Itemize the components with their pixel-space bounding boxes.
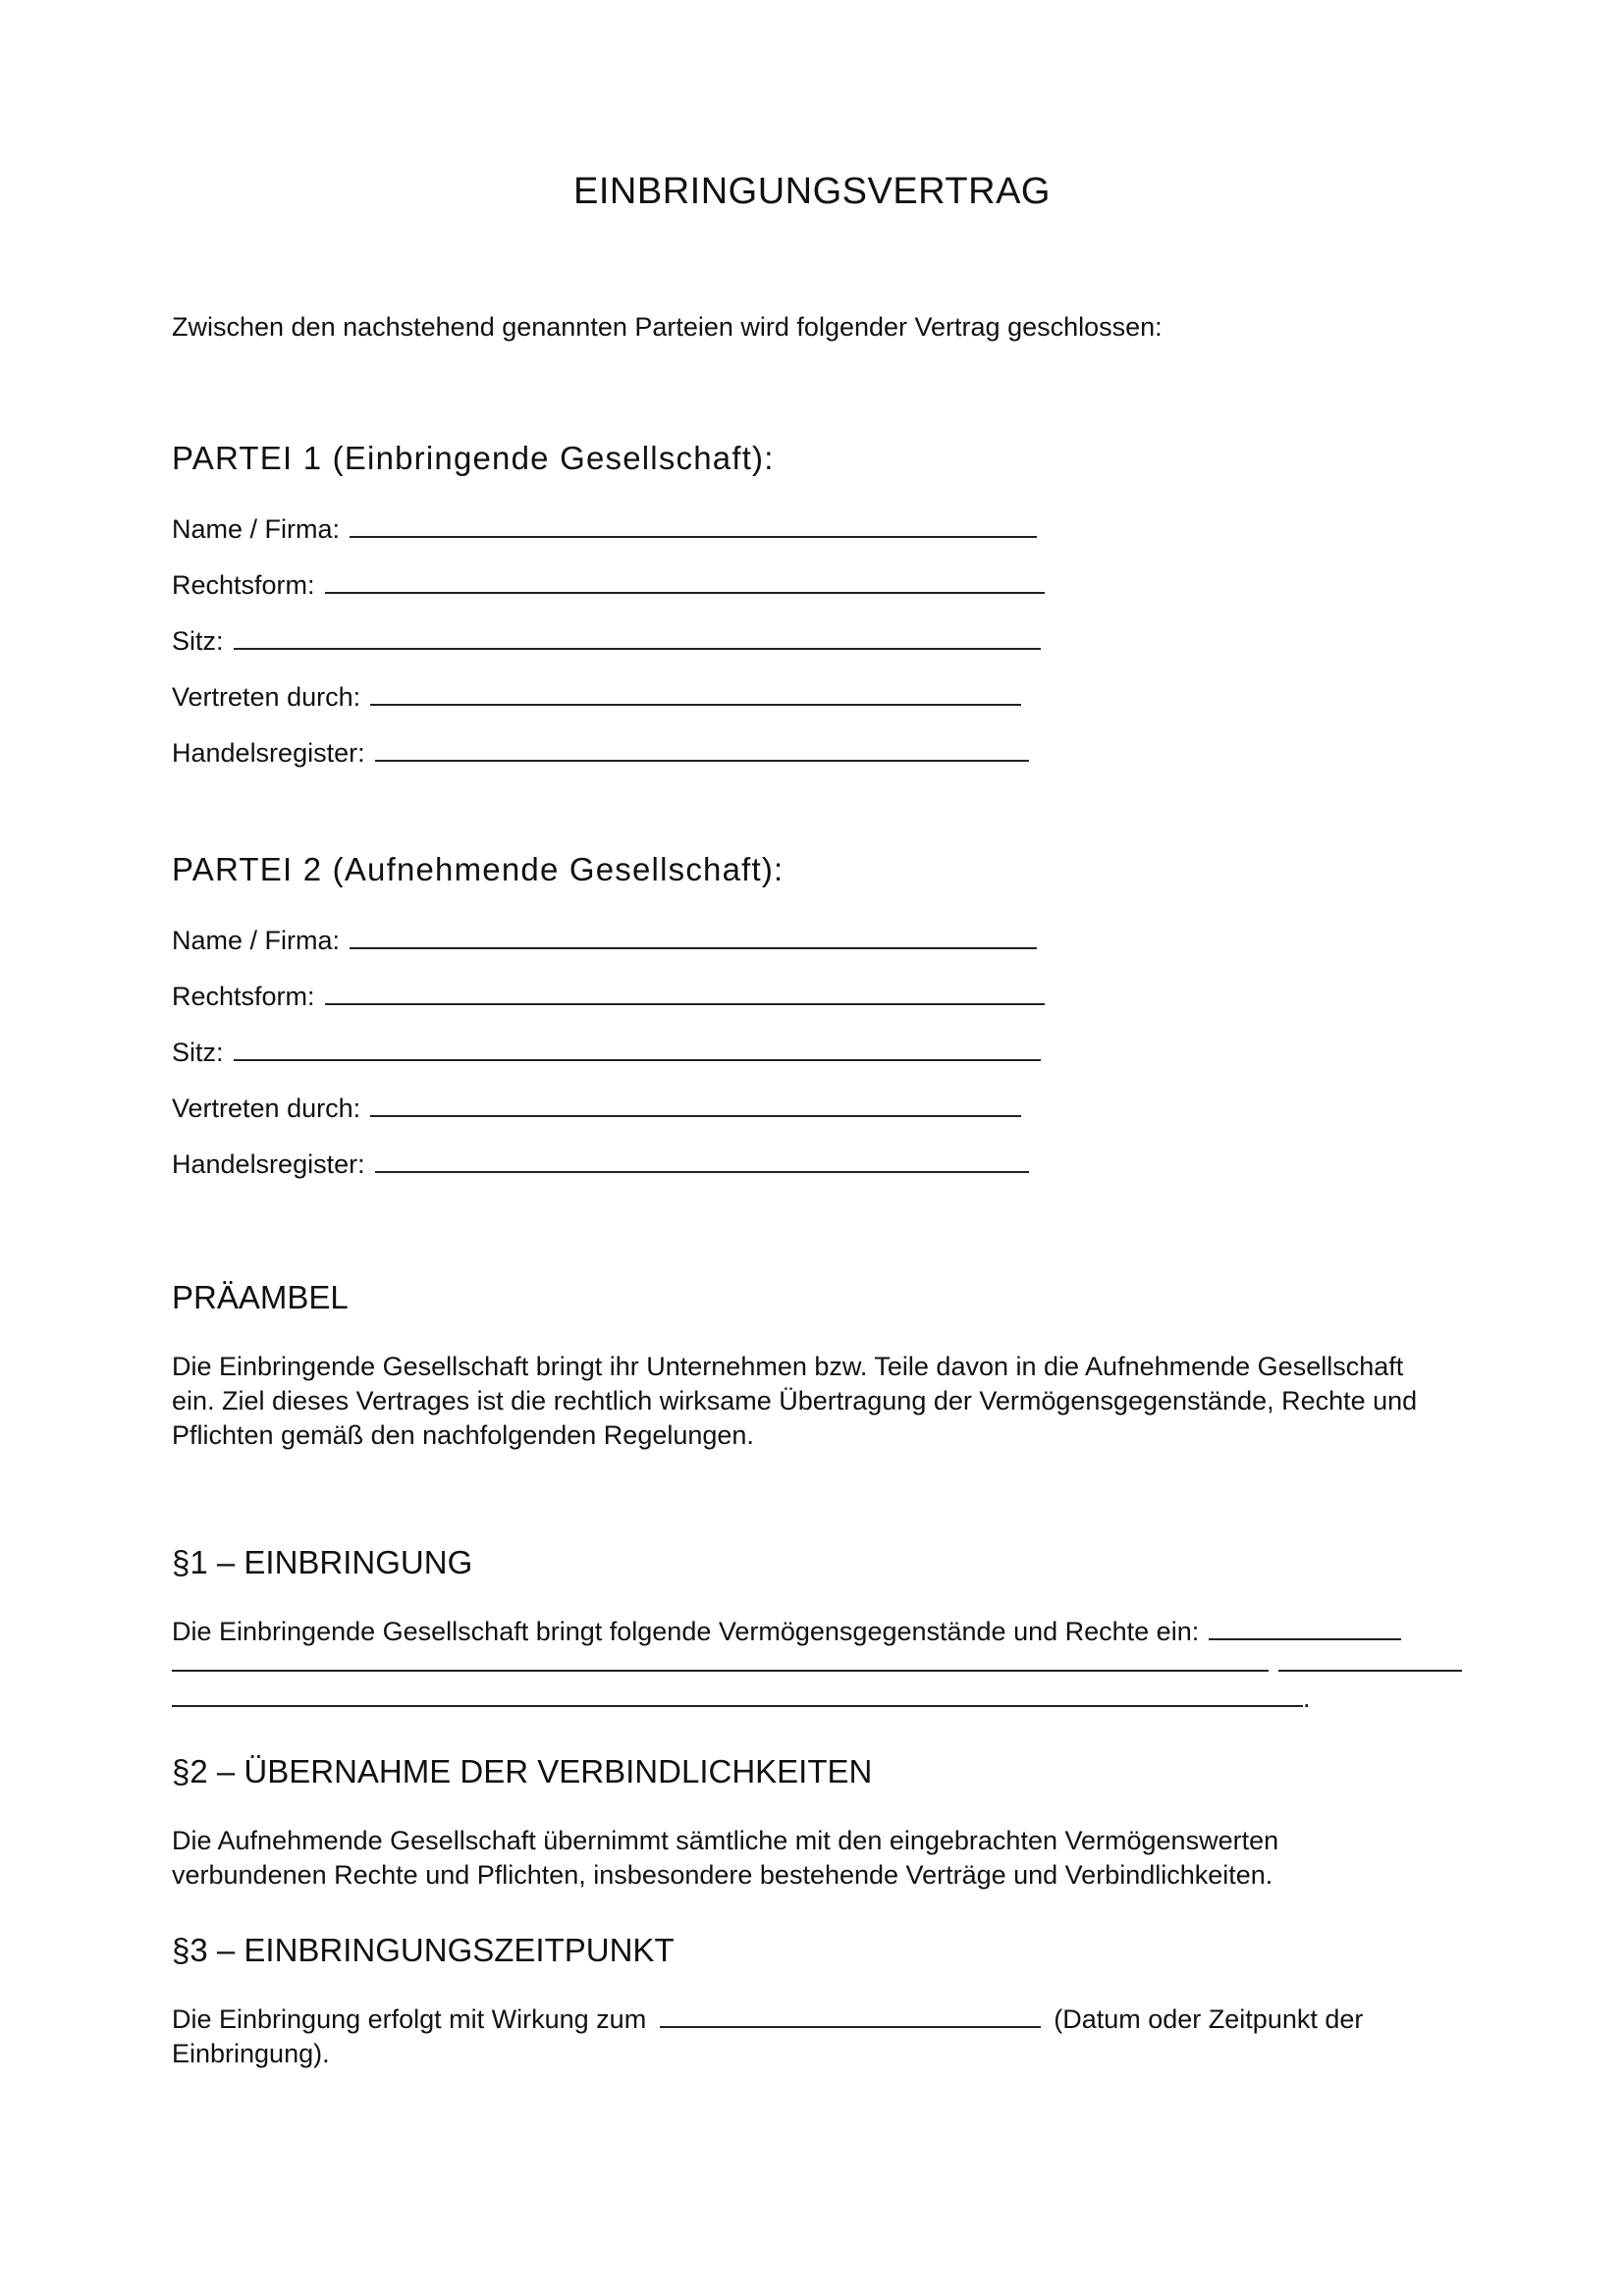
party1-sitz-label: Sitz: [172,626,224,656]
section3-text-before: Die Einbringung erfolgt mit Wirkung zum [172,2004,647,2034]
praeambel-line-2: ein. Ziel dieses Vertrages ist die rechtlich wirksame Übertragung der Vermögensgegenstände, Rechte und [172,1386,1418,1415]
party2-name-label: Name / Firma: [172,926,341,955]
praeambel-line-3: Pflichten gemäß den nachfolgenden Regelungen. [172,1420,754,1450]
party1-name-label: Name / Firma: [172,514,341,544]
party2-rechtsform-label: Rechtsform: [172,982,315,1011]
section1-text: Die Einbringende Gesellschaft bringt folgende Vermögensgegenstände und Rechte ein: [172,1617,1200,1646]
party1-rechtsform-field [172,570,1045,601]
party2-register-blank[interactable] [375,1151,1029,1173]
party1-register-label: Handelsregister: [172,738,365,768]
section3-date-blank[interactable] [660,2006,1041,2028]
party2-vertreten-label: Vertreten durch: [172,1094,361,1123]
section3-text [172,2002,1468,2071]
party2-name-blank[interactable] [350,928,1037,949]
praeambel-line-1: Die Einbringende Gesellschaft bringt ihr Unternehmen bzw. Teile davon in die Aufnehmende Gesellschaft [172,1352,1404,1381]
party2-rechtsform-field [172,982,1045,1012]
party1-vertreten-blank[interactable] [370,684,1021,706]
party1-name-field [172,514,1037,545]
party1-register-blank[interactable] [375,740,1029,762]
section1-end: . [1303,1683,1311,1713]
section1-second-line [172,1650,1462,1672]
section2-line-1: Die Aufnehmende Gesellschaft übernimmt sämtliche mit den eingebrachten Vermögenswerten [172,1826,1279,1855]
party1-rechtsform-label: Rechtsform: [172,570,315,600]
party2-vertreten-field [172,1094,1021,1124]
document-title: EINBRINGUNGSVERTRAG [573,171,1051,212]
section3-text-after: (Datum oder Zeitpunkt der [1054,2004,1364,2034]
party1-sitz-blank[interactable] [234,628,1041,650]
party1-heading: PARTEI 1 (Einbringende Gesellschaft): [172,440,775,476]
section3-heading: §3 – EINBRINGUNGSZEITPUNKT [172,1932,675,1968]
section3-line-1 [172,2002,1468,2037]
party1-rechtsform-blank[interactable] [325,572,1045,594]
party1-name-blank[interactable] [350,516,1037,538]
praeambel-text [172,1350,1468,1453]
section1-heading: §1 – EINBRINGUNG [172,1544,473,1580]
party2-sitz-field [172,1038,1041,1068]
party1-register-field [172,738,1029,769]
party1-sitz-field [172,626,1041,657]
section2-line-2: verbundenen Rechte und Pflichten, insbesondere bestehende Verträge und Verbindlichkeiten. [172,1860,1273,1890]
praeambel-heading: PRÄAMBEL [172,1279,349,1315]
section2-heading: §2 – ÜBERNAHME DER VERBINDLICHKEITEN [172,1753,873,1789]
party2-sitz-blank[interactable] [234,1040,1041,1061]
section1-blank-1[interactable] [1209,1619,1401,1640]
section1-first-line [172,1617,1401,1647]
party2-name-field [172,926,1037,956]
section1-blank-3[interactable] [1278,1650,1462,1672]
party2-register-label: Handelsregister: [172,1149,365,1179]
intro-text: Zwischen den nachstehend genannten Parteien wird folgender Vertrag geschlossen: [172,312,1163,342]
party1-vertreten-field [172,682,1021,713]
party1-vertreten-label: Vertreten durch: [172,682,361,712]
section2-text [172,1824,1468,1893]
party2-sitz-label: Sitz: [172,1038,224,1067]
section1-third-line [172,1683,1311,1714]
party2-register-field [172,1149,1029,1180]
section1-blank-4[interactable] [172,1685,1303,1707]
party2-vertreten-blank[interactable] [370,1095,1021,1117]
party2-heading: PARTEI 2 (Aufnehmende Gesellschaft): [172,851,785,887]
section1-blank-2[interactable] [172,1650,1269,1672]
section3-line-2: Einbringung). [172,2039,330,2068]
party2-rechtsform-blank[interactable] [325,984,1045,1005]
